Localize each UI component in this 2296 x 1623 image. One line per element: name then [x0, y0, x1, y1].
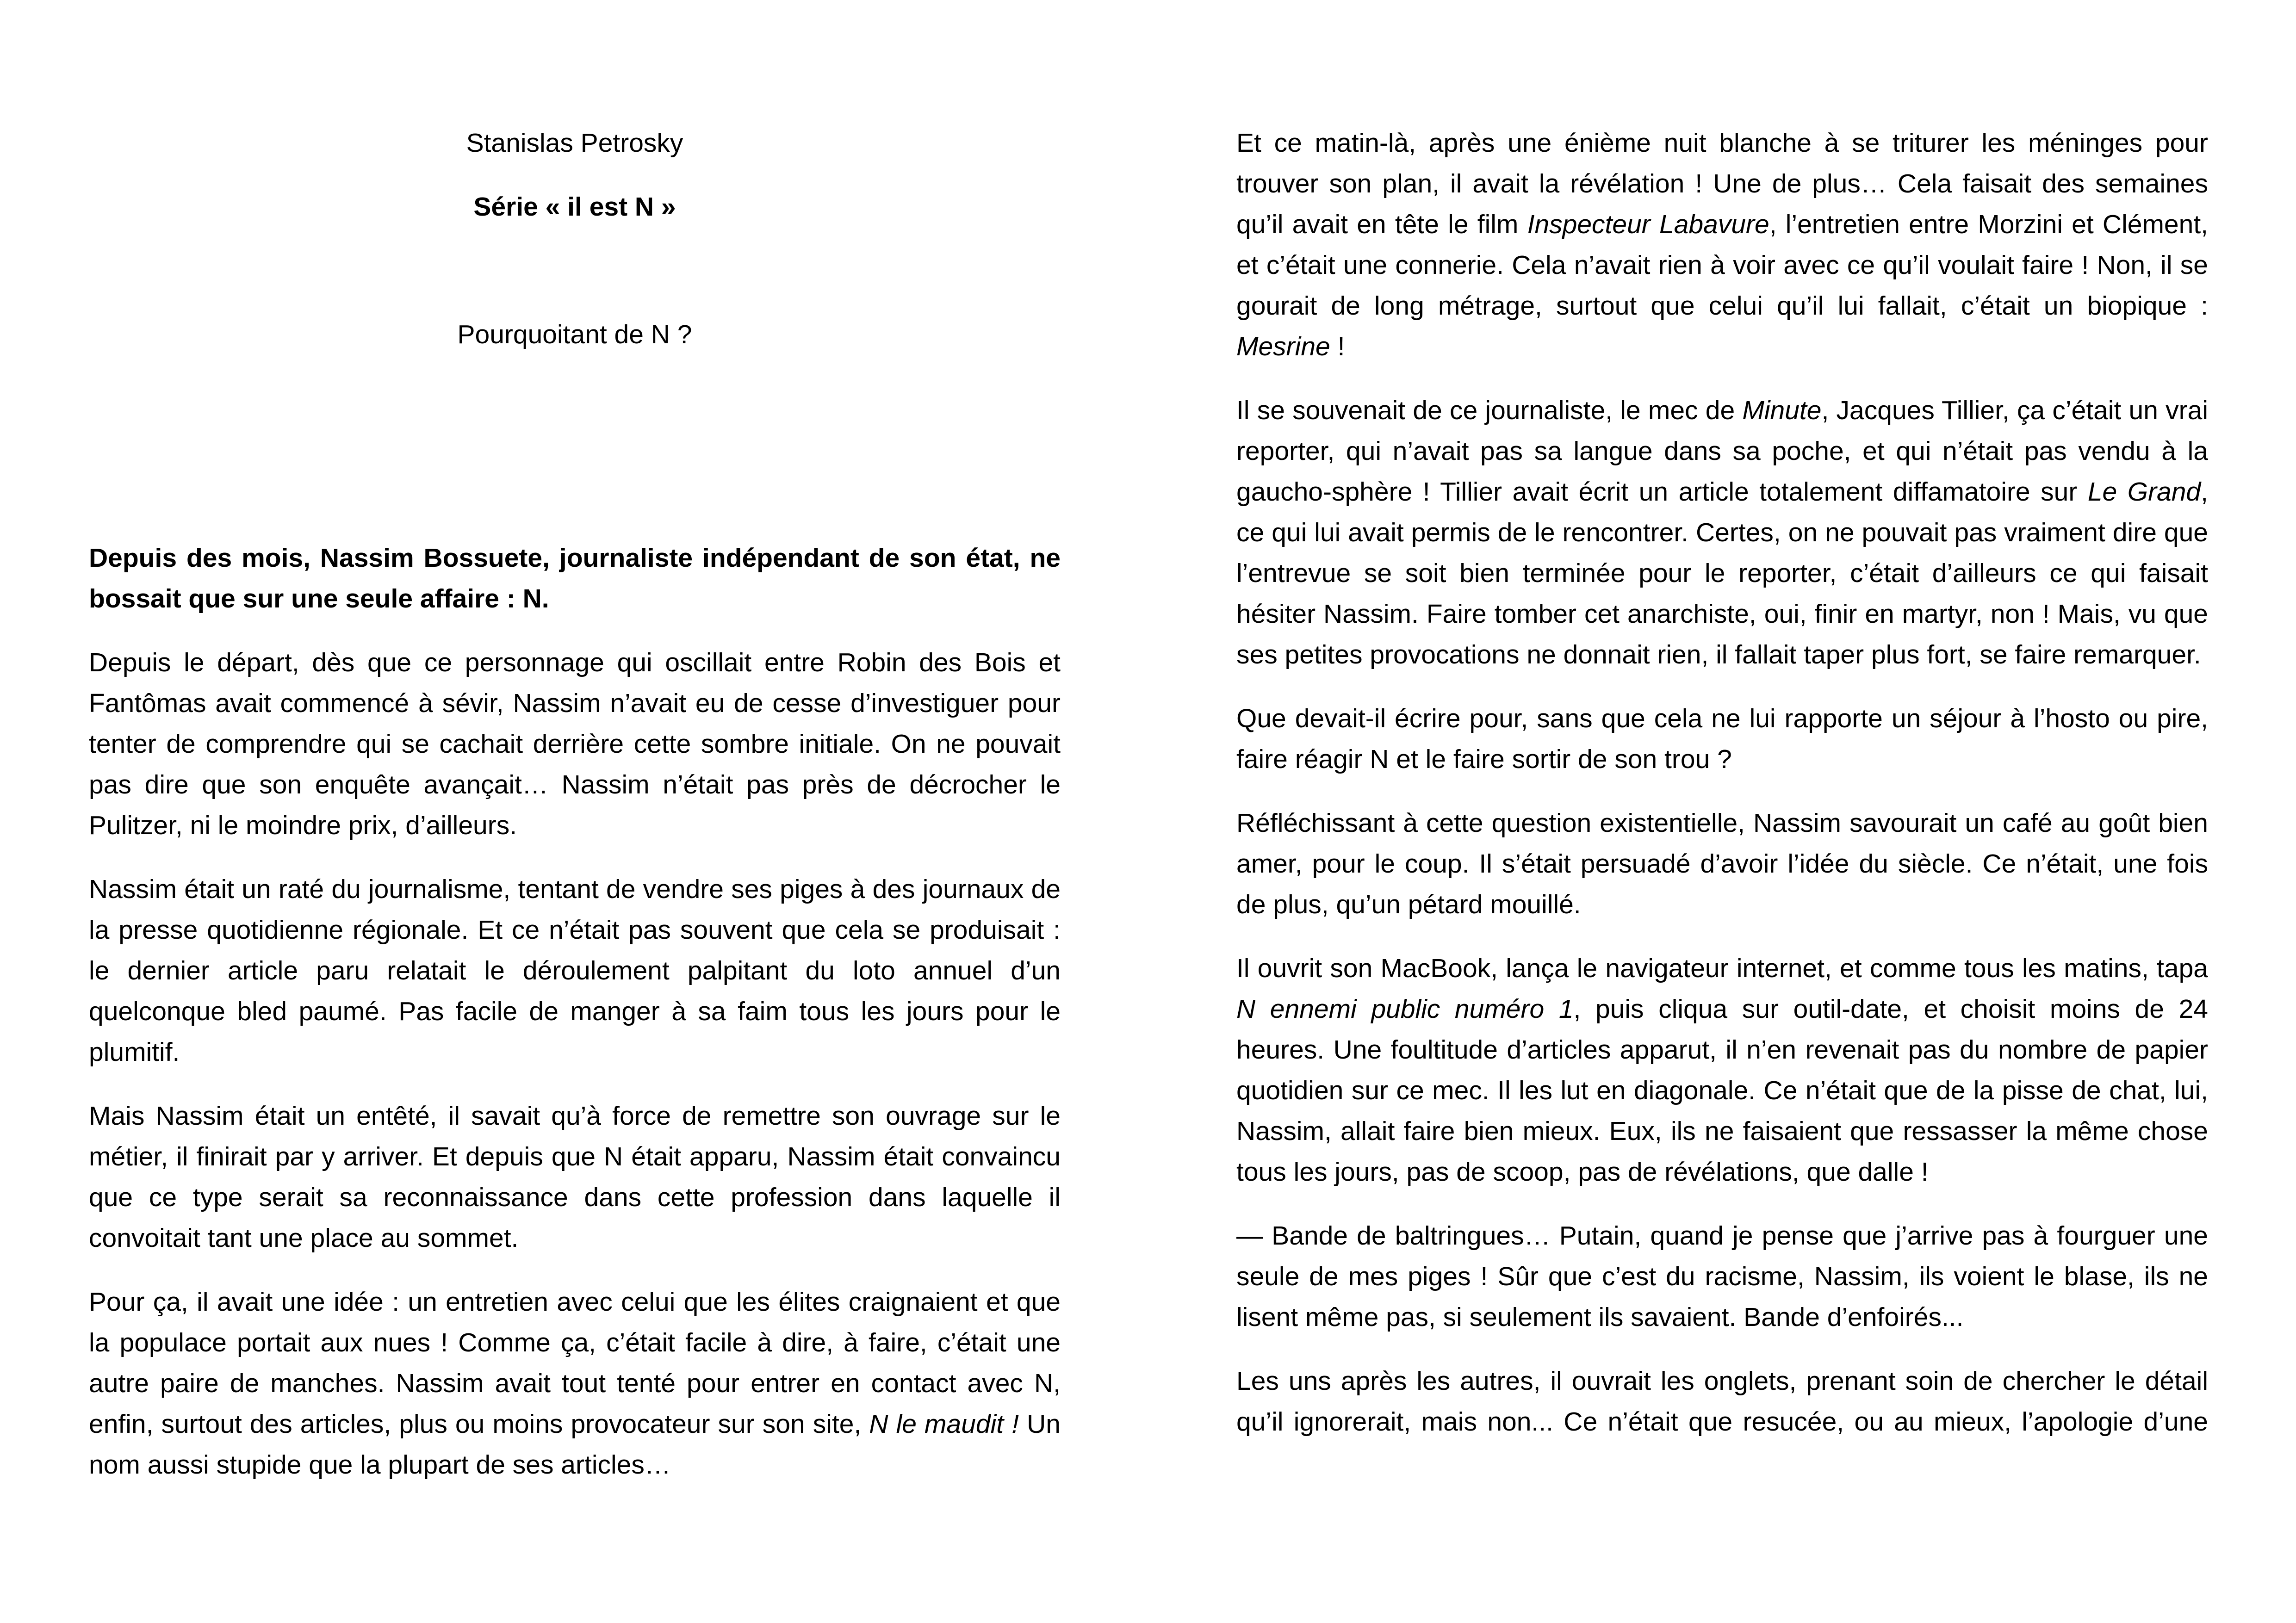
right-column	[1236, 123, 2208, 1465]
text-run: Un nom aussi stupide que la plupart de ses articles…	[89, 1409, 1061, 1480]
author-name: Stanislas Petrosky	[466, 128, 683, 158]
right-page	[1148, 0, 2296, 1623]
text-run: Et ce matin-là, après une énième nuit blanche à se triturer les méninges pour trouver son plan, il avait la révélation ! Une de plus… Cela faisait des semaines qu’il avait en tête le film	[1236, 128, 2208, 239]
text-run: Pour ça, il avait une idée : un entretien avec celui que les élites craignaient et que la populace portait aux nues ! Comme ça, c’était facile à dire, à faire, c’était une autre paire de manches. Nassim avait tout tenté pour entrer en contact avec N, enfin, surtout des articles, plus ou moins provocateur sur son site,	[89, 1287, 1061, 1439]
text-run: Il se souvenait de ce journaliste, le mec de	[1236, 396, 1743, 425]
heading-block	[89, 123, 1061, 355]
text-run: , puis cliqua sur outil-date, et choisit moins de 24 heures. Une foultitude d’articles apparut, il n’en revenait pas du nombre de papier quotidien sur ce mec. Il les lut en diagonale. Ce n’était que de la pisse de chat, lui, Nassim, allait faire bien mieux. Eux, ils ne faisaient que ressasser la même chose tous les jours, pas de scoop, pas de révélations, que dalle !	[1236, 994, 2208, 1187]
paragraph: Mais Nassim était un entêté, il savait qu’à force de remettre son ouvrage sur le métier, il finirait par y arriver. Et depuis que N était apparu, Nassim était convaincu que ce type serait sa reconnaissance dans cette profession dans laquelle il convoitait tant une place au sommet.	[89, 1101, 1061, 1253]
paragraph	[1236, 948, 2208, 1192]
paragraph: Que devait-il écrire pour, sans que cela ne lui rapporte un séjour à l’hosto ou pire, faire réagir N et le faire sortir de son trou ?	[1236, 704, 2208, 774]
story-title: Pourquoitant de N ?	[457, 320, 692, 349]
paragraph	[1236, 123, 2208, 367]
paragraph: Nassim était un raté du journalisme, tentant de vendre ses piges à des journaux de la presse quotidienne régionale. Et ce n’était pas souvent que cela se produisait : le dernier article paru relatait le déroulement palpitant du loto annuel d’un quelconque bled paumé. Pas facile de manger à sa faim tous les jours pour le plumitif.	[89, 874, 1061, 1067]
site-name-italic: N le maudit !	[869, 1409, 1019, 1439]
film-title-italic: Mesrine	[1236, 332, 1330, 361]
nickname-italic: Le Grand	[2087, 477, 2201, 507]
left-column	[89, 123, 1061, 1508]
text-run: !	[1330, 332, 1345, 361]
dialogue-paragraph: — Bande de baltringues… Putain, quand je pense que j’arrive pas à fourguer une seule de mes piges ! Sûr que c’est du racisme, Nassim, ils voient le blase, ils ne lisent même pas, si seulement ils savaient. Bande d’enfoirés...	[1236, 1221, 2208, 1332]
paragraph	[1236, 390, 2208, 675]
film-title-italic: Inspecteur Labavure	[1527, 210, 1769, 239]
text-run: , Jacques Tillier, ça c’était un vrai reporter, qui n’avait pas sa langue dans sa poche, et qui n’était pas vendu à la gaucho-sphère ! Tillier avait écrit un article totalement diffamatoire sur	[1236, 396, 2208, 507]
series-title: Série « il est N »	[473, 192, 676, 222]
text-run: , ce qui lui avait permis de le rencontrer. Certes, on ne pouvait pas vraiment dire que l’entrevue se soit bien terminée pour le reporter, c’était d’ailleurs ce qui faisait hésiter Nassim. Faire tomber cet anarchiste, oui, finir en martyr, non ! Mais, vu que ses petites provocations ne donnait rien, il fallait taper plus fort, se faire remarquer.	[1236, 477, 2208, 669]
paragraph: Depuis le départ, dès que ce personnage qui oscillait entre Robin des Bois et Fantômas avait commencé à sévir, Nassim n’avait eu de cesse d’investiguer pour tenter de comprendre qui se cachait derrière cette sombre initiale. On ne pouvait pas dire que son enquête avançait… Nassim n’était pas près de décrocher le Pulitzer, ni le moindre prix, d’ailleurs.	[89, 648, 1061, 840]
lead-paragraph: Depuis des mois, Nassim Bossuete, journaliste indépendant de son état, ne bossait que sur une seule affaire : N.	[89, 543, 1061, 613]
paragraph: Les uns après les autres, il ouvrait les onglets, prenant soin de chercher le détail qu’il ignorerait, mais non... Ce n’était que resucée, ou au mieux, l’apologie d’une	[1236, 1366, 2208, 1437]
text-run: , l’entretien entre Morzini et Clément, et c’était une connerie. Cela n’avait rien à voir avec ce qu’il voulait faire ! Non, il se gourait de long métrage, surtout que celui qu’il lui fallait, c’était un biopique :	[1236, 210, 2209, 321]
text-run: Il ouvrit son MacBook, lança le navigateur internet, et comme tous les matins, tapa	[1236, 954, 2208, 983]
newspaper-title-italic: Minute	[1742, 396, 1822, 425]
paragraph: Réfléchissant à cette question existentielle, Nassim savourait un café au goût bien amer, pour le coup. Il s’était persuadé d’avoir l’idée du siècle. Ce n’était, une fois de plus, qu’un pétard mouillé.	[1236, 808, 2208, 919]
search-query-italic: N ennemi public numéro 1	[1236, 994, 1574, 1024]
paragraph	[89, 1282, 1061, 1485]
